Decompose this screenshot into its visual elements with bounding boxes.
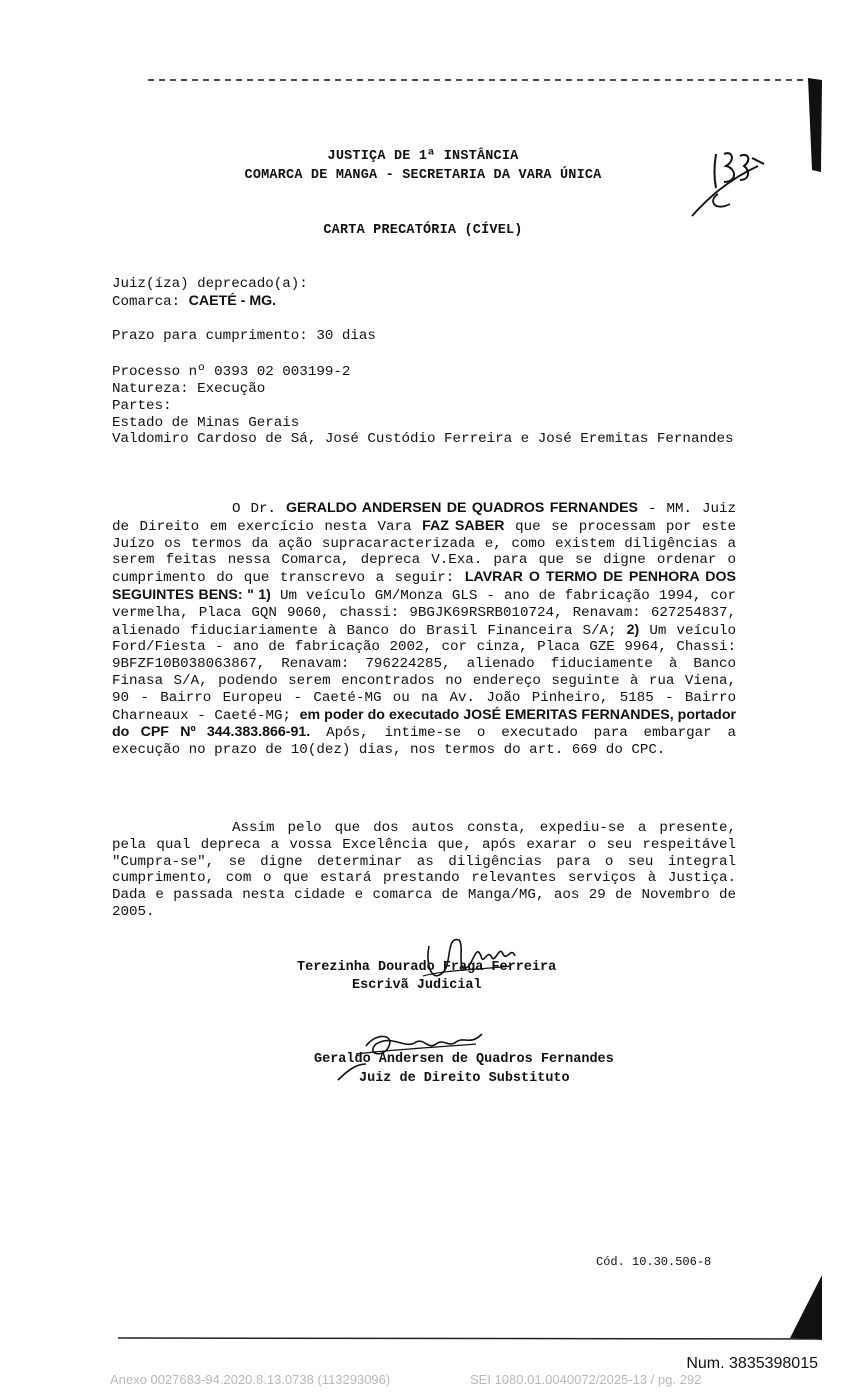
bottom-corner-mark bbox=[790, 1275, 822, 1340]
court-section: COMARCA DE MANGA - SECRETARIA DA VARA ÚNICA bbox=[244, 168, 602, 183]
paragraph-closing: Assim pelo que dos autos consta, expediu-se a presente, pela qual depreca a vossa Excelência que, após exarar o seu respeitável "Cumpra-se", se digne determinar as diligências para o seu integral cumprimento, com o que estará prestando relevantes serviços à Justiça. Dada e passada nesta cidade e comarca de Manga/MG, aos 29 de Novembro de 2005. bbox=[112, 820, 736, 920]
paragraph-main bbox=[112, 500, 736, 759]
court-name: JUSTIÇA DE 1ª INSTÂNCIA bbox=[327, 149, 519, 164]
parte-executados: Valdomiro Cardoso de Sá, José Custódio Ferreira e José Eremitas Fernandes bbox=[112, 431, 734, 447]
p1-part-e: Um veículo Ford/Fiesta - ano de fabricação 2002, cor cinza, Placa GZE 9964, Chassi: 9BFZF10B038063867, Renavam: 796224285, alienado fiduciamente à Banco Finasa S/A, podendo serem encontrados no endereço seguinte à rua Viena, 90 - Bairro Europeu - Caeté-MG ou na Av. João Pinheiro, 5185 - Bairro Charneaux - Caeté-MG; bbox=[112, 622, 737, 724]
sei-reference: SEI 1080.01.0040072/2025-13 / pg. 292 bbox=[470, 1372, 702, 1387]
processo-line: Processo nº 0393 02 003199-2 bbox=[112, 364, 351, 380]
bottom-edge-line bbox=[118, 1338, 822, 1339]
comarca-line bbox=[112, 293, 276, 311]
natureza-line: Natureza: Execução bbox=[112, 381, 266, 397]
escriva-role: Escrivã Judicial bbox=[352, 978, 482, 993]
prazo-line: Prazo para cumprimento: 30 dias bbox=[112, 328, 376, 344]
anexo-reference: Anexo 0027683-94.2020.8.13.0738 (113293096) bbox=[110, 1372, 391, 1387]
item-two-marker: 2) bbox=[626, 621, 640, 638]
faz-saber: FAZ SABER bbox=[422, 517, 505, 534]
p1-part-c: que se processam por este Juízo os termos da ação supracaracterizada e, como existem diligências a serem feitas nessa Comarca, depreca V.Exa. para que se digne ordenar o cumprimento do que transcrevo a seguir: bbox=[112, 518, 737, 587]
juiz-name: Geraldo Andersen de Quadros Fernandes bbox=[314, 1052, 614, 1067]
juiz-line: Juiz(íza) deprecado(a): bbox=[112, 276, 308, 292]
document-code: Cód. 10.30.506-8 bbox=[596, 1255, 712, 1269]
lavrar-termo: LAVRAR O TERMO DE PENHORA DOS SEGUINTES BENS: " 1) bbox=[112, 569, 737, 603]
p1-part-b: - MM. Juiz de Direito em exercício nesta Vara bbox=[112, 501, 736, 535]
p1-part-f: Após, intime-se o executado para embargar a execução no prazo de 10(dez) dias, nos termos do art. 669 do CPC. bbox=[112, 725, 736, 759]
parte-estado: Estado de Minas Gerais bbox=[112, 415, 300, 431]
em-poder-executado: em poder do executado JOSÉ EMERITAS FERNANDES, portador do CPF Nº 344.383.866-91. bbox=[112, 706, 737, 741]
document-number: Num. 3835398015 bbox=[686, 1355, 818, 1372]
comarca-value: CAETÉ - MG. bbox=[188, 293, 277, 309]
partes-label: Partes: bbox=[112, 398, 172, 414]
document-title: CARTA PRECATÓRIA (CÍVEL) bbox=[323, 223, 523, 238]
p1-part-d: Um veículo GM/Monza GLS - ano de fabricação 1994, cor vermelha, Placa GQN 9060, chassi: 9BGJK69RSRB010724, Renavam: 627254837, alienado fiduciariamente à Banco do Brasil Financeira S/A; bbox=[112, 587, 737, 639]
juiz-role: Juiz de Direito Substituto bbox=[359, 1071, 570, 1086]
comarca-label: Comarca: bbox=[112, 294, 181, 310]
p1-part-a: O Dr. bbox=[232, 501, 277, 517]
escriva-name: Terezinha Dourado Fraga Ferreira bbox=[297, 960, 557, 975]
judge-name: GERALDO ANDERSEN DE QUADROS FERNANDES bbox=[285, 500, 639, 516]
